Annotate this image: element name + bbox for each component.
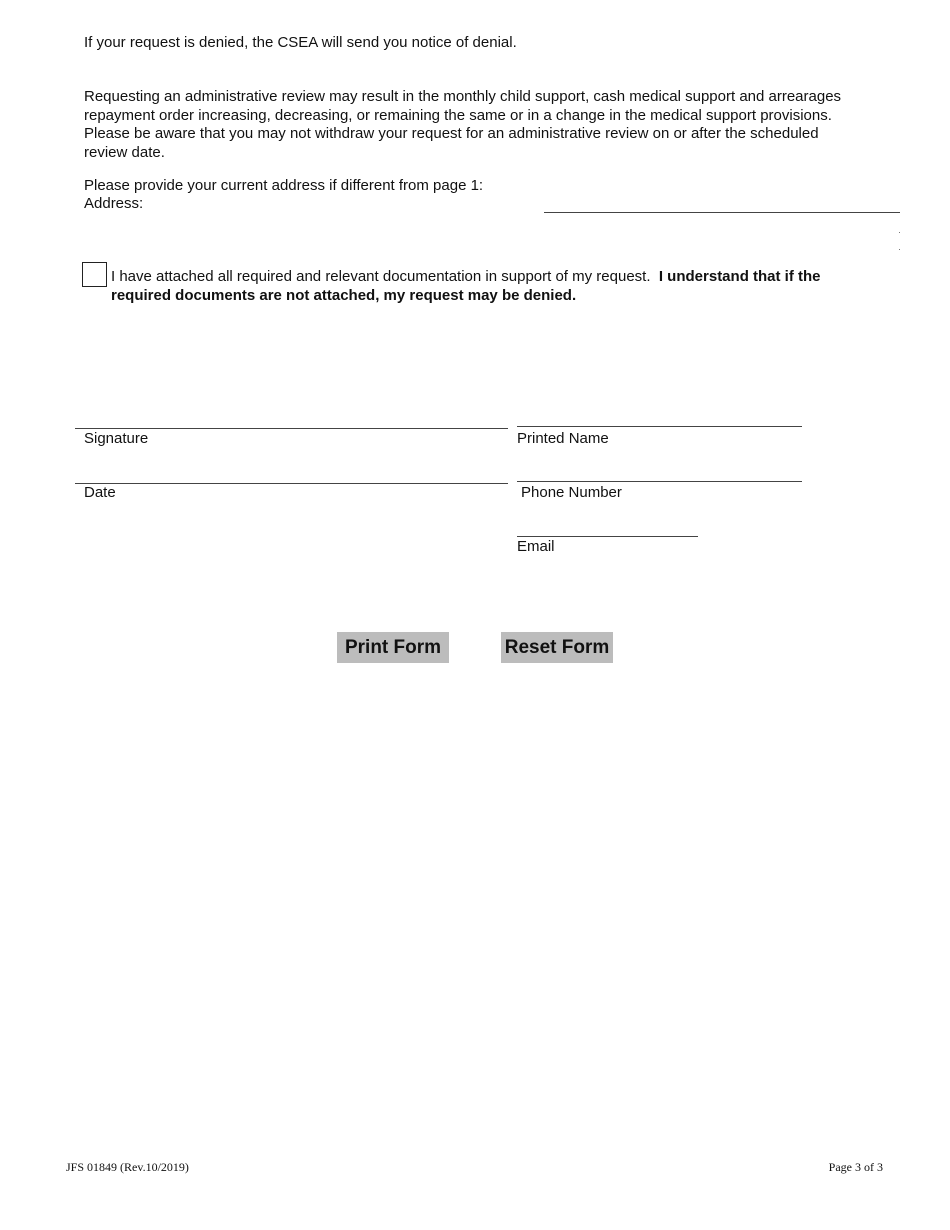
review-warning-line-4: review date. xyxy=(84,143,165,161)
email-label: Email xyxy=(517,538,555,555)
page-number: Page 3 of 3 xyxy=(828,1160,883,1174)
attestation-bold-text-2: required documents are not attached, my request may be denied. xyxy=(111,286,577,304)
review-warning-line-3: Please be aware that you may not withdraw your request for an administrative review on or after the scheduled xyxy=(84,125,819,142)
attestation-text xyxy=(111,268,911,305)
field-marker xyxy=(899,232,900,233)
phone-number-label: Phone Number xyxy=(521,484,622,501)
documentation-attached-checkbox[interactable] xyxy=(82,262,107,287)
print-form-button[interactable]: Print Form xyxy=(337,632,449,663)
review-warning-line-1: Requesting an administrative review may result in the monthly child support, cash medical support and arrearages xyxy=(84,88,842,105)
address-prompt: Please provide your current address if different from page 1: xyxy=(84,177,484,194)
denial-notice-text: If your request is denied, the CSEA will send you notice of denial. xyxy=(84,34,517,51)
date-line[interactable] xyxy=(75,483,508,484)
printed-name-line[interactable] xyxy=(517,426,802,427)
printed-name-label: Printed Name xyxy=(517,430,609,447)
signature-label: Signature xyxy=(84,430,149,447)
field-marker xyxy=(899,249,900,250)
address-field[interactable] xyxy=(544,194,900,213)
attestation-plain-text: I have attached all required and relevant documentation in support of my request. xyxy=(111,268,651,285)
date-label: Date xyxy=(84,484,116,501)
attestation-bold-text-1: I understand that if the xyxy=(658,268,821,285)
signature-line[interactable] xyxy=(75,428,508,429)
form-id: JFS 01849 (Rev.10/2019) xyxy=(66,1160,189,1174)
phone-number-line[interactable] xyxy=(517,481,802,482)
review-warning-line-2: repayment order increasing, decreasing, or remaining the same or in a change in the medical support provisions. xyxy=(84,106,832,124)
reset-form-button[interactable]: Reset Form xyxy=(501,632,613,663)
address-label: Address: xyxy=(84,195,144,212)
review-warning-paragraph xyxy=(84,88,924,162)
email-line[interactable] xyxy=(517,536,698,537)
